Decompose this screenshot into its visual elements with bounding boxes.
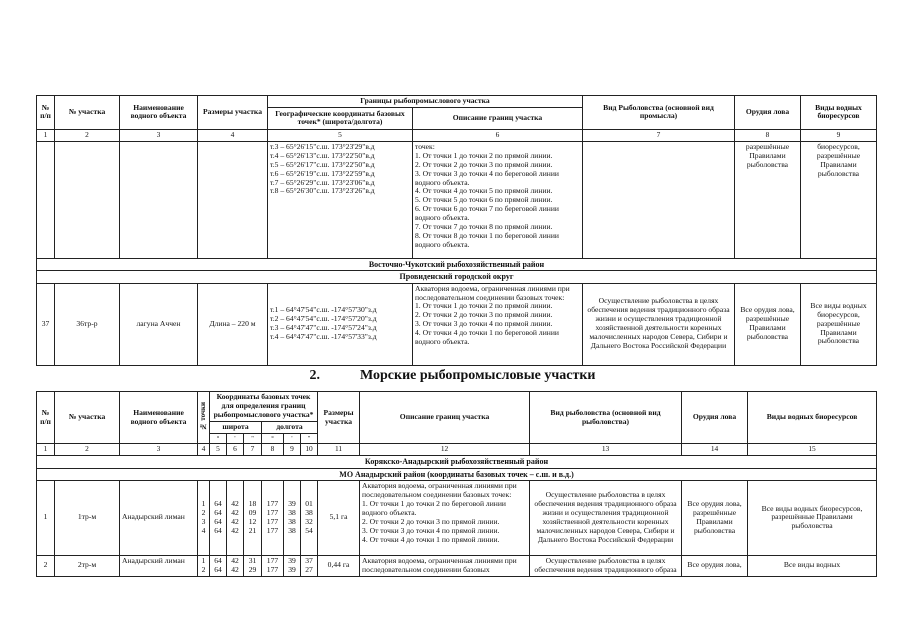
row-kind: Осуществление рыболовства в целях обеспечения ведения традиционного образа жизни и осуществления традиционной хозяйственной деятельности коренных малочисленных народов Севера, Сибири и Дальнего Востока Российской Федерации	[583, 283, 735, 365]
colnum: 15	[748, 444, 877, 456]
row-num: 1	[37, 480, 55, 555]
row-coords: т.1 – 64°47'54"с.ш. -174°57'30"з.д т.2 – 64°47'54"с.ш. -174°57'20"з.д т.3 – 64°47'47"с.ш. -174°57'24"з.д т.4 – 64°47'47"с.ш. -174°57'33"з.д	[268, 283, 413, 365]
unit-min: '	[284, 433, 301, 444]
row-lat-sec: 18 09 12 21	[244, 480, 262, 555]
header-gear: Орудия лова	[735, 96, 801, 130]
row-points: 1 2	[198, 555, 210, 576]
row-num: 2	[37, 555, 55, 576]
row-lon-deg: 177 177	[262, 555, 284, 576]
row-lat-deg: 64 64	[210, 555, 227, 576]
row-gear: Все орудия лова, разрешённые Правилами рыболовства	[682, 480, 748, 555]
header-size: Размеры участка	[318, 392, 360, 444]
header-coords: Координаты базовых точек для определения границ рыбопромыслового участка*	[210, 392, 318, 422]
unit-min: '	[227, 433, 244, 444]
section-title: Морские рыбопромысловые участки	[359, 368, 596, 383]
row-kind: Осуществление рыболовства в целях обеспечения ведения традиционного образа жизни и осуществления традиционной хозяйственной деятельности коренных малочисленных народов Севера, Сибири и Дальнего Востока Российской Федерации	[530, 480, 682, 555]
colnum: 2	[55, 129, 120, 141]
row-gear: Все орудия лова,	[682, 555, 748, 576]
colnum: 6	[413, 129, 583, 141]
header-desc: Описание границ участка	[413, 107, 583, 129]
table-row	[37, 283, 877, 365]
header-kind: Вид рыболовства (основной вид рыболовства)	[530, 392, 682, 444]
header-water: Наименование водного объекта	[120, 96, 198, 130]
header-site: № участка	[55, 96, 120, 130]
header-num: № п/п	[37, 96, 55, 130]
unit-deg: °	[210, 433, 227, 444]
header-num: № п/п	[37, 392, 55, 444]
row-points: 1 2 3 4	[198, 480, 210, 555]
colnum: 9	[284, 444, 301, 456]
colnum: 3	[120, 444, 198, 456]
row-lon-min: 39 38 38 38	[284, 480, 301, 555]
colnum: 9	[801, 129, 877, 141]
table-row	[37, 555, 877, 576]
cont-species: биоресурсов, разрешённые Правилами рыболовства	[801, 141, 877, 258]
header-size: Размеры участка	[198, 96, 268, 130]
colnum: 13	[530, 444, 682, 456]
header-site: № участка	[55, 392, 120, 444]
row-size: 5,1 га	[318, 480, 360, 555]
row-lon-min: 39 39	[284, 555, 301, 576]
row-lat-min: 42 42	[227, 555, 244, 576]
row-lon-sec: 01 38 32 54	[301, 480, 318, 555]
district-title: МО Анадырский район (координаты базовых точек – с.ш. и в.д.)	[37, 468, 877, 480]
unit-sec: "	[244, 433, 262, 444]
colnum: 4	[198, 129, 268, 141]
row-lat-deg: 64 64 64 64	[210, 480, 227, 555]
colnum: 4	[198, 444, 210, 456]
row-desc: Акватория водоема, ограниченная линиями при последовательном соединении базовых	[360, 555, 530, 576]
section-heading	[0, 368, 905, 384]
colnum: 7	[583, 129, 735, 141]
colnum: 2	[55, 444, 120, 456]
colnum: 10	[301, 444, 318, 456]
region-title: Восточно-Чукотский рыбохозяйственный район	[37, 258, 877, 270]
row-site: 2тр-м	[55, 555, 120, 576]
marine-sites-table	[36, 391, 877, 577]
row-site: 36тр-р	[55, 283, 120, 365]
row-site: 1тр-м	[55, 480, 120, 555]
table-row	[37, 480, 877, 555]
header-points: № точки	[198, 392, 210, 444]
row-species: Все виды водных биоресурсов, разрешённые Правилами рыболовства	[801, 283, 877, 365]
header-species: Виды водных биоресурсов	[748, 392, 877, 444]
colnum: 1	[37, 129, 55, 141]
colnum: 5	[268, 129, 413, 141]
row-size: Длина – 220 м	[198, 283, 268, 365]
colnum: 8	[262, 444, 284, 456]
cont-desc: точек: 1. От точки 1 до точки 2 по прямой линии. 2. От точки 2 до точки 3 по прямой линии. 3. От точки 3 до точки 4 по береговой линии водного объекта. 4. От точки 4 до точки 5 по прямой линии. 5. От точки 5 до точки 6 по прямой линии. 6. От точки 6 до точки 7 по береговой линии водного объекта. 7. От точки 7 до точки 8 по прямой линии. 8. От точки 8 до точки 1 по береговой линии водного объекта.	[413, 141, 583, 258]
row-species: Все виды водных биоресурсов, разрешённые Правилами рыболовства	[748, 480, 877, 555]
row-desc: Акватория водоема, ограниченная линиями при последовательном соединении базовых точек: 1. От точки 1 до точки 2 по береговой линии водного объекта. 2. От точки 2 до точки 3 по прямой линии. 3. От точки 3 до точки 4 по прямой линии. 4. От точки 4 до точки 1 по прямой линии.	[360, 480, 530, 555]
row-water: Анадырский лиман	[120, 480, 198, 555]
header-coords: Географические координаты базовых точек* (широта/долгота)	[268, 107, 413, 129]
colnum: 3	[120, 129, 198, 141]
header-water: Наименование водного объекта	[120, 392, 198, 444]
district-title: Провиденский городской округ	[37, 271, 877, 283]
row-kind: Осуществление рыболовства в целях обеспечения ведения традиционного образа	[530, 555, 682, 576]
row-water: Анадырский лиман	[120, 555, 198, 576]
colnum: 11	[318, 444, 360, 456]
row-lat-min: 42 42 42 42	[227, 480, 244, 555]
header-kind: Вид Рыболовства (основной вид промысла)	[583, 96, 735, 130]
region-title: Корякско-Анадырский рыбохозяйственный район	[37, 456, 877, 468]
colnum: 6	[227, 444, 244, 456]
cont-gear: разрешённые Правилами рыболовства	[735, 141, 801, 258]
colnum: 1	[37, 444, 55, 456]
row-size: 0,44 га	[318, 555, 360, 576]
header-lon: долгота	[262, 421, 318, 433]
header-lat: широта	[210, 421, 262, 433]
colnum: 14	[682, 444, 748, 456]
cont-coords: т.3 – 65°26'15"с.ш. 173°23'29"в.д т.4 – 65°26'13"с.ш. 173°22'50"в.д т.5 – 65°26'17"с.ш. 173°22'50"в.д т.6 – 65°26'19"с.ш. 173°22'59"в.д т.7 – 65°26'29"с.ш. 173°23'06"в.д т.8 – 65°26'30"с.ш. 173°23'26"в.д	[268, 141, 413, 258]
colnum: 8	[735, 129, 801, 141]
row-desc: Акватория водоема, ограниченная линиями при последовательном соединении базовых точек: 1. От точки 1 до точки 2 по прямой линии. 2. От точки 2 до точки 3 по прямой линии. 3. От точки 3 до точки 4 по прямой линии. 4. От точки 4 до точки 1 по береговой линии водного объекта.	[413, 283, 583, 365]
colnum: 7	[244, 444, 262, 456]
colnum: 12	[360, 444, 530, 456]
header-species: Виды водных биоресурсов	[801, 96, 877, 130]
row-lat-sec: 31 29	[244, 555, 262, 576]
row-lon-deg: 177 177 177 177	[262, 480, 284, 555]
row-num: 37	[37, 283, 55, 365]
header-gear: Орудия лова	[682, 392, 748, 444]
section-number: 2.	[309, 368, 320, 383]
row-lon-sec: 37 27	[301, 555, 318, 576]
row-gear: Все орудия лова, разрешённые Правилами рыболовства	[735, 283, 801, 365]
row-species: Все виды водных	[748, 555, 877, 576]
row-water: лагуна Аччен	[120, 283, 198, 365]
colnum: 5	[210, 444, 227, 456]
freshwater-sites-table	[36, 95, 877, 366]
header-boundaries: Границы рыбопромыслового участка	[268, 96, 583, 108]
header-desc: Описание границ участка	[360, 392, 530, 444]
unit-deg: °	[262, 433, 284, 444]
unit-sec: "	[301, 433, 318, 444]
